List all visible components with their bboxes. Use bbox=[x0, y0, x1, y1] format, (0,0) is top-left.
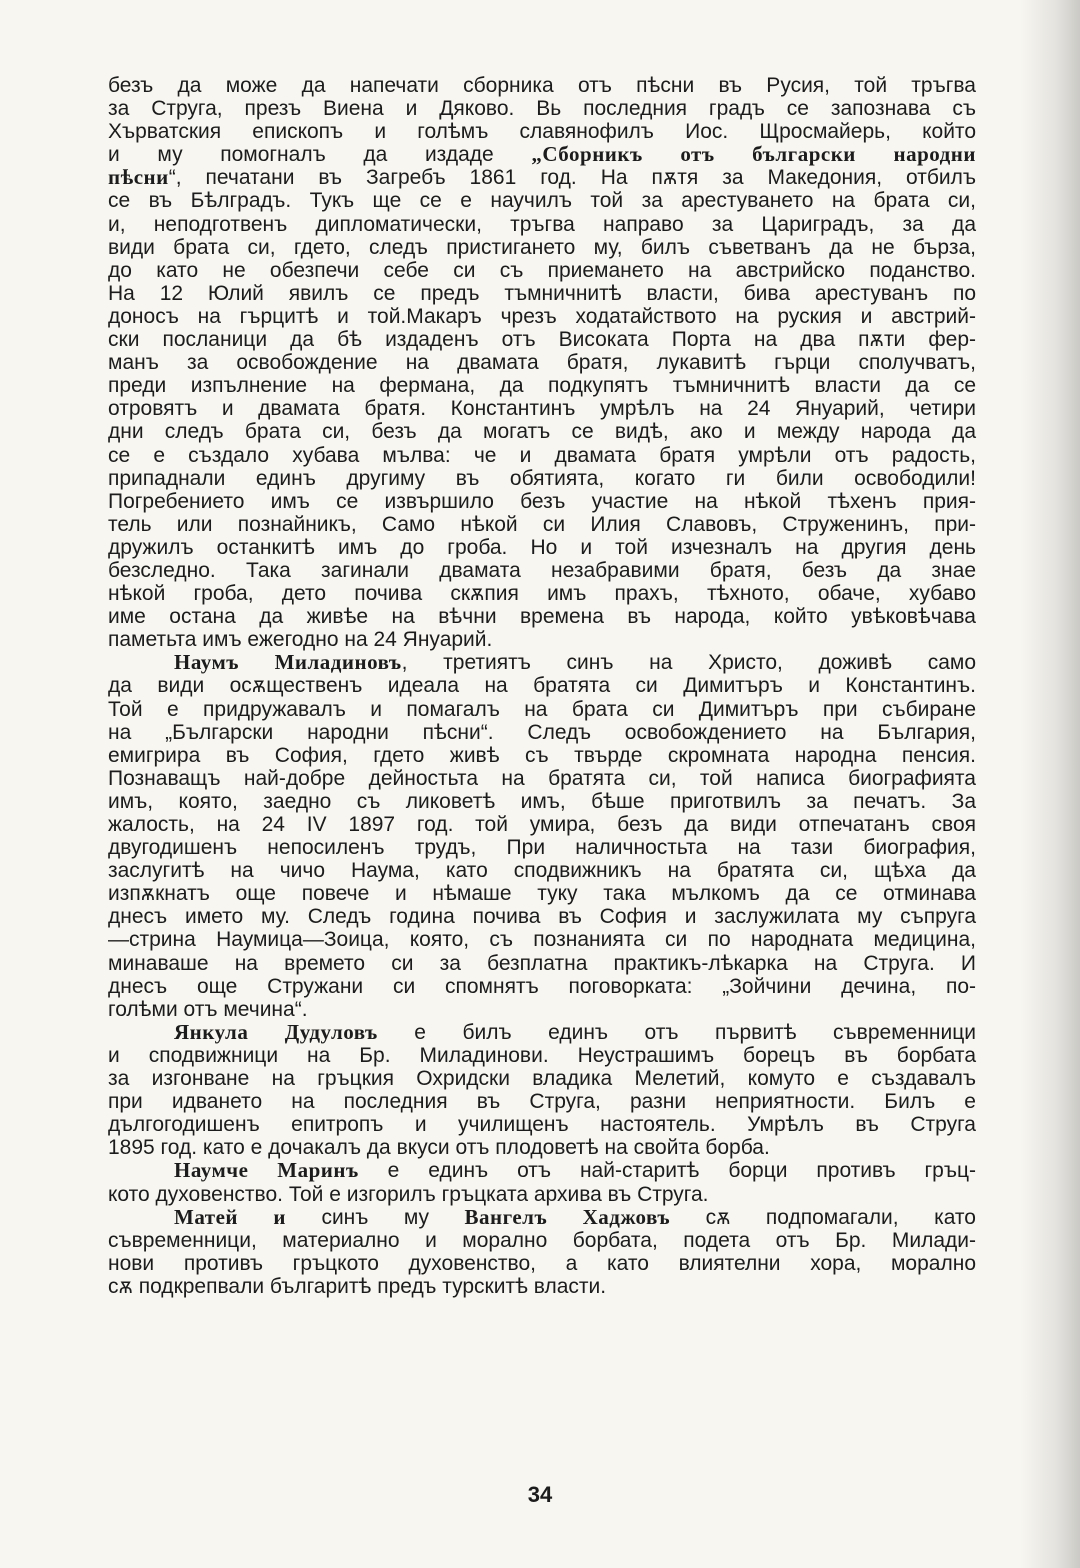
text-line: 1895 год. като е дочакалъ да вкуси отъ плодоветѣ на свойта борба. bbox=[108, 1136, 770, 1160]
text-line: имъ, която, заедно съ ликоветѣ имъ, бѣше приготвилъ за печатъ. За bbox=[108, 789, 976, 813]
text-line: преди изпълнение на фермана, да подкупятъ тъмничнитѣ власти да се bbox=[108, 374, 976, 398]
text-line: доносъ на гърцитѣ и той.Макаръ чрезъ ходатайството на руския и австрий- bbox=[108, 304, 976, 328]
text-line: се въ Бѣлградъ. Тукъ ще се е научилъ той за арестуването на брата си, bbox=[108, 189, 976, 213]
text-line: нови противъ гръцкото духовенство, а като влиятелни хора, морално bbox=[108, 1251, 976, 1275]
text-line: до като не обезпечи себе си съ приемането на австрийско поданство. bbox=[108, 258, 976, 282]
text-line: Погребението имъ се извършило безъ участие на нѣкой тѣхенъ прия- bbox=[108, 489, 976, 513]
text-line: име остана да живѣе на вѣчни времена въ народа, който увѣковѣчава bbox=[108, 605, 976, 629]
page-edge-shadow bbox=[1020, 0, 1080, 1568]
text-line: отровятъ и двамата братя. Константинъ умрѣлъ на 24 Януарий, четири bbox=[108, 397, 976, 421]
person-name: Матей и bbox=[174, 1204, 286, 1229]
person-name: Наумъ Миладиновъ bbox=[174, 650, 402, 675]
text-line: заслугитѣ на чичо Наума, като сподвижникъ на братята си, щѣха да bbox=[108, 859, 976, 883]
text-line: дългогодишенъ епитропъ и училищенъ настоятель. Умрѣлъ въ Струга bbox=[108, 1113, 976, 1137]
page-number: 34 bbox=[527, 1482, 553, 1507]
text-line: тель или познайникъ, Само нѣкой си Илия Славовъ, Струженинъ, при- bbox=[108, 512, 976, 536]
paragraph-naum-miladinov: Наумъ Миладиновъ, третиятъ синъ на Христо, доживѣ само bbox=[174, 650, 976, 675]
book-title-bold: „Сборникъ отъ български народни bbox=[531, 142, 976, 167]
text-line: при идването на последния въ Струга, разни неприятности. Билъ е bbox=[108, 1090, 976, 1114]
text-line: днесъ още Стружани си спомнятъ поговорката: „Зойчини дечина, по- bbox=[108, 974, 976, 998]
text-line: и му помогналъ да издаде „Сборникъ отъ български народни bbox=[108, 142, 976, 167]
text-line: нѣкой гроба, дето почива скѫпия имъ прахъ, тѣхното, обаче, хубаво bbox=[108, 582, 976, 606]
text-line: изпѫкнатъ още повече и нѣмаше туку така мълкомъ да се отминава bbox=[108, 882, 976, 906]
text-line: голѣми отъ мечина“. bbox=[108, 997, 308, 1021]
text-line: На 12 Юлий явилъ се предъ тъмничнитѣ власти, бива арестуванъ по bbox=[108, 281, 976, 305]
text-line: минаваше на времето си за безплатна практикъ-лѣкарка на Струга. И bbox=[108, 951, 976, 975]
paragraph-matey-hadzhov: Матей и синъ му Вангелъ Хаджовъ сѫ подпомагали, като bbox=[174, 1204, 976, 1229]
text-line: на „Български народни пѣсни“. Следъ освобождението на България, bbox=[108, 720, 976, 744]
text-line: дни следъ брата си, безъ да могатъ се видѣ, ако и между народа да bbox=[108, 420, 976, 444]
text-line: Той е придружавалъ и помагалъ на брата си Димитъръ при събиране bbox=[108, 697, 976, 721]
paragraph-naumche-marin: Наумче Маринъ е единъ отъ най-старитѣ борци противъ гръц- bbox=[174, 1158, 976, 1183]
text-line: двугодишенъ непосиленъ трудъ, При наличностьта на тази биография, bbox=[108, 836, 976, 860]
text-line: Хърватския епископъ и голѣмъ славянофилъ Иос. Щросмайерь, който bbox=[108, 120, 976, 144]
text-line: и, неподготвенъ дипломатически, тръгва направо за Цариградъ, за да bbox=[108, 212, 976, 236]
text-line: жалость, на 24 IV 1897 год. той умира, безъ да види отпечатанъ своя bbox=[108, 813, 976, 836]
person-name: Наумче Маринъ bbox=[174, 1158, 359, 1183]
text-line: —стрина Наумица—Зоица, която, съ познанията си по народната медицина, bbox=[108, 928, 976, 952]
book-title-bold: пѣсни bbox=[108, 165, 169, 190]
paragraph-yankula-dudulov: Янкула Дудуловъ е билъ единъ отъ първитѣ съвременници bbox=[174, 1019, 976, 1044]
text-line: безследно. Така загинали двамата незабравими братя, безъ да знае bbox=[108, 558, 976, 582]
person-name: Вангелъ Хаджовъ bbox=[464, 1204, 671, 1229]
text-line: сѫ подкрепвали българитѣ предъ турскитѣ власти. bbox=[108, 1274, 607, 1298]
text-line: емигрира въ София, гдето живѣ съ твърде скромната народна пенсия. bbox=[108, 743, 976, 767]
text-line: Познаващъ най-добре дейностьта на братята си, той написа биографията bbox=[108, 766, 976, 790]
text-line: пѣсни“, печатани въ Загребъ 1861 год. На пѫтя за Македония, отбилъ bbox=[108, 165, 976, 190]
text-line: манъ за освобождение на двамата братя, лукавитѣ гърци сполучватъ, bbox=[108, 351, 976, 375]
text-line: и сподвижници на Бр. Миладинови. Неустрашимъ борецъ въ борбата bbox=[108, 1043, 976, 1067]
text-line: ски посланици да бѣ издаденъ отъ Високата Порта на два пѫти фер- bbox=[108, 328, 976, 352]
text-line: види брата си, гдето, следъ пристигането му, билъ съветванъ да не бърза, bbox=[108, 235, 976, 259]
body-text bbox=[108, 74, 976, 1298]
text-line: днесъ името му. Следъ година почива въ София и заслужилата му съпруга bbox=[108, 905, 976, 929]
text-line: за Струга, презъ Виена и Дяково. Вь последния градъ се запознава съ bbox=[108, 97, 976, 121]
text-line: припаднали единъ другиму въ обятията, когато ги били освободили! bbox=[108, 466, 976, 490]
text-line: паметьта имъ ежегодно на 24 Януарий. bbox=[108, 628, 493, 652]
text-line: за изгонване на гръцкия Охридски владика Мелетий, комуто е създавалъ bbox=[108, 1067, 976, 1091]
text-line: кото духовенство. Той е изгорилъ гръцката архива въ Струга. bbox=[108, 1182, 709, 1206]
text-line: се е създало хубава мълва: че и двамата братя умрѣли отъ радость, bbox=[108, 443, 976, 467]
text-line: съвременници, материално и морално борбата, подета отъ Бр. Милади- bbox=[108, 1228, 976, 1252]
person-name: Янкула Дудуловъ bbox=[174, 1019, 378, 1044]
text-line: безъ да може да напечати сборника отъ пѣсни въ Русия, той тръгва bbox=[108, 74, 976, 97]
text-line: дружилъ останкитѣ имъ до гроба. Но и той изчезналъ на другия день bbox=[108, 535, 976, 559]
text-line: да види осѫщественъ идеала на братята си Димитъръ и Константинъ. bbox=[108, 674, 976, 698]
